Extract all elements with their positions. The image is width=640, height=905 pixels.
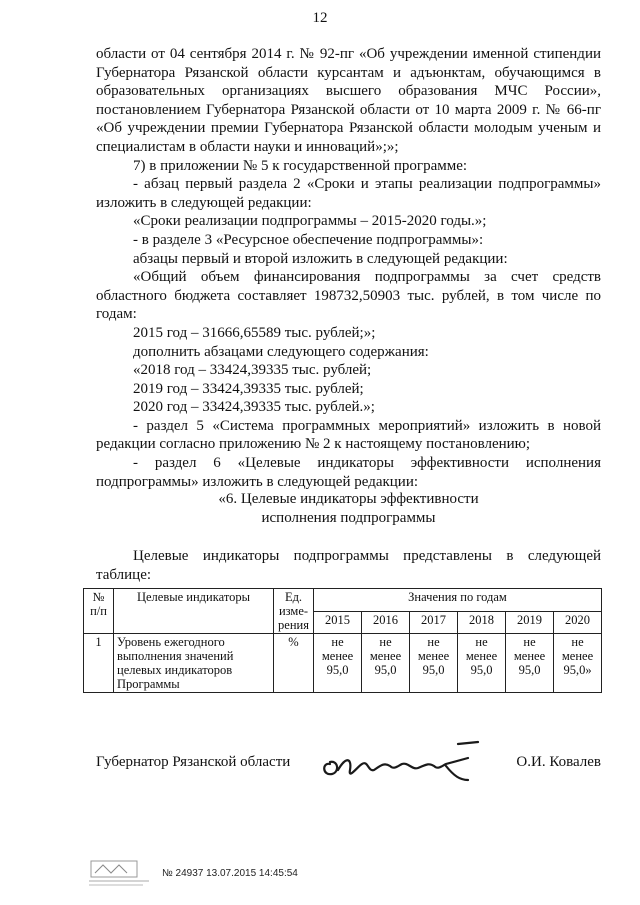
row-value: не менее 95,0 (314, 634, 362, 693)
paragraph: 7) в приложении № 5 к государственной программе: (133, 157, 468, 174)
section-title (96, 490, 601, 528)
header-values: Значения по годам (314, 589, 602, 612)
paragraph: дополнить абзацами следующего содержания: (133, 343, 429, 360)
registration-stamp: № 24937 13.07.2015 14:45:54 (162, 868, 298, 879)
header-unit: Ед. изме-рения (274, 589, 314, 634)
row-value: не менее 95,0 (458, 634, 506, 693)
header-year: 2018 (458, 611, 506, 634)
row-unit: % (274, 634, 314, 693)
header-year: 2015 (314, 611, 362, 634)
page-number: 12 (312, 10, 328, 26)
paragraph: «Сроки реализации подпрограммы – 2015-2020 годы.»; (133, 213, 487, 230)
paragraph: - раздел 5 «Система программных мероприятий» изложить в новой редакции согласно приложению № 2 к настоящему постановлению; (96, 417, 601, 453)
indicators-table (83, 588, 602, 693)
paragraph: - в разделе 3 «Ресурсное обеспечение подпрограммы»: (133, 231, 484, 248)
paragraph: 2019 год – 33424,39335 тыс. рублей; (133, 380, 364, 397)
header-year: 2016 (362, 611, 410, 634)
section-title-line: «6. Целевые индикаторы эффективности (218, 491, 479, 507)
row-indicator: Уровень ежегодного выполнения значений целевых индикаторов Программы (114, 634, 274, 693)
header-year: 2019 (506, 611, 554, 634)
header-year: 2017 (410, 611, 458, 634)
table-row (84, 634, 602, 693)
paragraph: абзацы первый и второй изложить в следующей редакции: (133, 250, 508, 267)
paragraph: «2018 год – 33424,39335 тыс. рублей; (133, 362, 372, 379)
row-value: не менее 95,0» (554, 634, 602, 693)
signature-block (96, 750, 601, 810)
handwritten-signature (318, 736, 488, 792)
table-header-row (84, 589, 602, 612)
section-title-line: исполнения подпрограммы (261, 510, 436, 526)
row-value: не менее 95,0 (506, 634, 554, 693)
paragraph: области от 04 сентября 2014 г. № 92-пг «Об учреждении именной стипендии Губернатора Рязанской области курсантам и адъюнктам, обучающимся в образовательных организациях высшего образования МЧС России», постановлением Губернатора Рязанской области от 10 марта 2009 г. № 66-пг «Об учреждении премии Губернатора Рязанской области молодым ученым и специалистам в области науки и инноваций»;»; (96, 46, 601, 155)
signatory-title: Губернатор Рязанской области (96, 754, 291, 770)
row-num: 1 (84, 634, 114, 693)
header-indicator: Целевые индикаторы (114, 589, 274, 634)
document-system-logo (85, 855, 155, 889)
paragraph: 2020 год – 33424,39335 тыс. рублей.»; (133, 399, 375, 416)
signatory-name: О.И. Ковалев (516, 754, 601, 770)
paragraph: - абзац первый раздела 2 «Сроки и этапы реализации подпрограммы» изложить в следующей редакции: (96, 176, 601, 211)
document-body (96, 45, 601, 491)
paragraph: - раздел 6 «Целевые индикаторы эффективности исполнения подпрограммы» изложить в следующей редакции: (96, 455, 601, 490)
row-value: не менее 95,0 (410, 634, 458, 693)
paragraph: 2015 год – 31666,65589 тыс. рублей;»; (133, 324, 376, 341)
header-num: № п/п (84, 589, 114, 634)
table-intro: Целевые индикаторы подпрограммы представлены в следующей таблице: (96, 548, 601, 583)
paragraph: «Общий объем финансирования подпрограммы за счет средств областного бюджета составляет 198732,50903 тыс. рублей, в том числе по годам: (96, 269, 601, 323)
header-year: 2020 (554, 611, 602, 634)
row-value: не менее 95,0 (362, 634, 410, 693)
